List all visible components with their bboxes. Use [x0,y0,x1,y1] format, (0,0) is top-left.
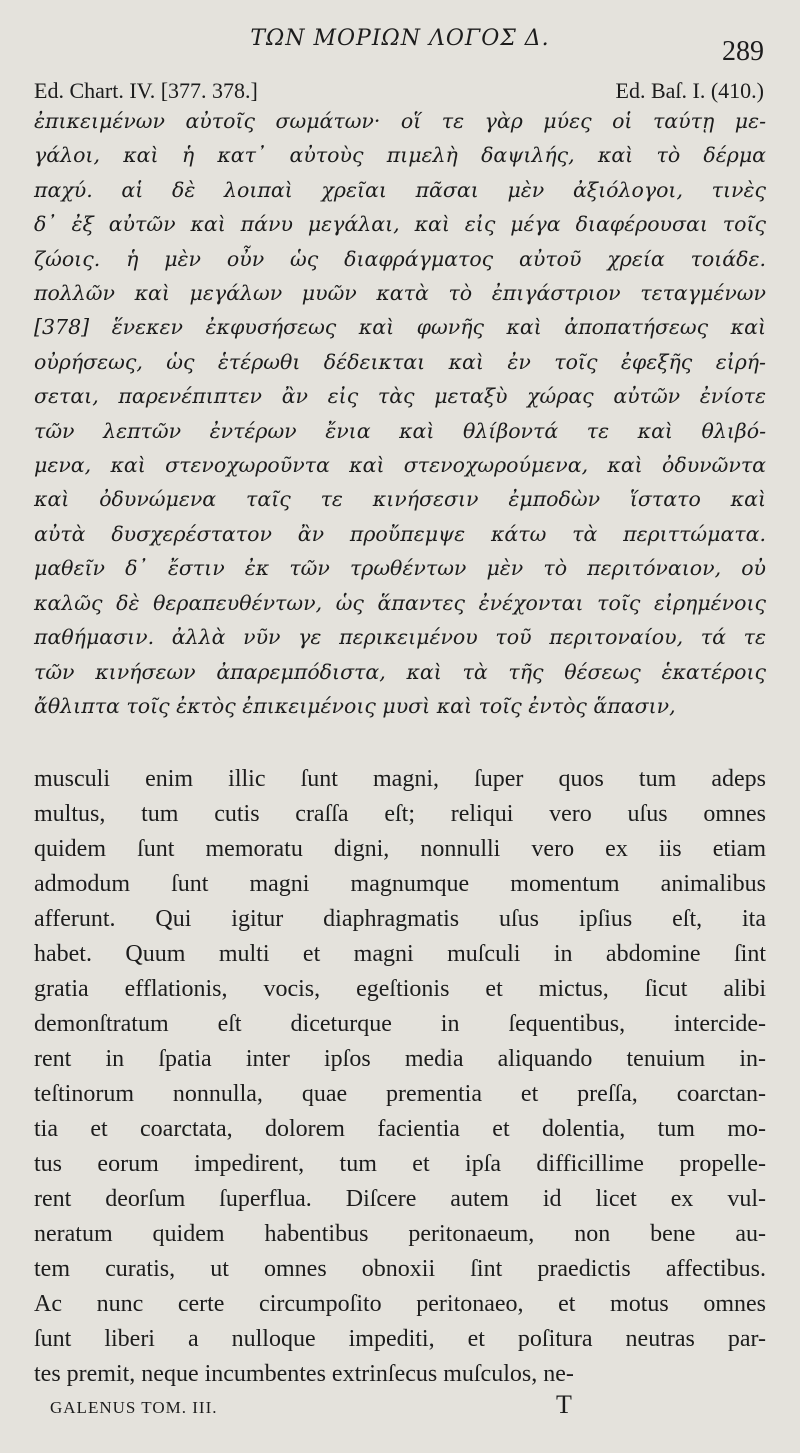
latin-text-line: gratia efflationis, vocis, egeſtionis et mictus, ſicut alibi [34,976,766,1002]
latin-text-line: tes premit, neque incumbentes extrinſecus muſculos, ne- [34,1361,574,1387]
latin-text-line: rent in ſpatia inter ipſos media aliquando tenuium in- [34,1046,766,1072]
greek-text-line: μαθεῖν δ᾽ ἔστιν ἐκ τῶν τρωθέντων μὲν τὸ περιτόναιον, οὐ [34,556,766,581]
edition-reference-right: Ed. Baſ. I. (410.) [615,78,764,103]
greek-text-line: δ᾽ ἐξ αὐτῶν καὶ πάνυ μεγάλαι, καὶ εἰς μέγα διαφέρουσαι τοῖς [34,212,766,237]
latin-text-line: Ac nunc certe circumpoſito peritonaeo, et motus omnes [34,1291,766,1317]
greek-text-line: παθήμασιν. ἀλλὰ νῦν γε περικειμένου τοῦ περιτοναίου, τά τε [34,625,766,650]
greek-text-line: τῶν λεπτῶν ἐντέρων ἔνια καὶ θλίβοντά τε καὶ θλιβό- [34,418,766,443]
footer-volume: GALENUS TOM. III. [50,1398,218,1417]
latin-text-line: admodum ſunt magni magnumque momentum animalibus [34,871,766,897]
latin-text-line: tem curatis, ut omnes obnoxii ſint praedictis affectibus. [34,1256,766,1282]
latin-text-line: demonſtratum eſt diceturque in ſequentibus, intercide- [34,1011,766,1037]
greek-text-line: πολλῶν καὶ μεγάλων μυῶν κατὰ τὸ ἐπιγάστριον τεταγμένων [34,281,766,306]
greek-text-block [34,104,766,723]
running-head: ΤΩΝ ΜΟΡΙΩΝ ΛΟΓΟΣ Δ. [250,26,550,51]
greek-text-line: καλῶς δὲ θεραπευθέντων, ὡς ἅπαντες ἐνέχονται τοῖς εἰρημένοις [34,590,766,615]
greek-text-line: [378] ἕνεκεν ἐκφυσήσεως καὶ φωνῆς καὶ ἀποπατήσεως καὶ [34,315,766,340]
latin-text-line: habet. Quum multi et magni muſculi in abdomine ſint [34,941,766,967]
latin-text-block [34,762,766,1392]
greek-text-line: ἐπικειμένων αὐτοῖς σωμάτων· οἵ τε γὰρ μύες οἱ ταύτῃ με- [34,109,766,133]
latin-text-line: afferunt. Qui igitur diaphragmatis uſus ipſius eſt, ita [34,906,766,932]
latin-text-line: multus, tum cutis craſſa eſt; reliqui vero uſus omnes [34,801,766,827]
latin-text-line: tia et coarctata, dolorem facientia et dolentia, tum mo- [34,1116,766,1142]
greek-text-line: αὐτὰ δυσχερέστατον ἂν προὔπεμψε κάτω τὰ περιττώματα. [34,521,766,546]
greek-text-line: τῶν κινήσεων ἀπαρεμπόδιστα, καὶ τὰ τῆς θέσεως ἑκατέροις [34,659,766,684]
latin-text-line: neratum quidem habentibus peritonaeum, non bene au- [34,1221,766,1247]
latin-text-line: ſunt liberi a nulloque impediti, et poſitura neutras par- [34,1326,766,1352]
signature-mark: T [556,1390,572,1419]
edition-reference-left: Ed. Chart. IV. [377. 378.] [34,78,258,103]
greek-text-line: σεται, παρενέπιπτεν ἂν εἰς τὰς μεταξὺ χώρας αὐτῶν ἐνίοτε [34,384,766,409]
greek-text-line: οὐρήσεως, ὡς ἑτέρωθι δέδεικται καὶ ἐν τοῖς ἐφεξῆς εἰρή- [34,349,766,374]
latin-text-line: tus eorum impedirent, tum et ipſa difficillime propelle- [34,1151,766,1177]
latin-text-line: teſtinorum nonnulla, quae prementia et preſſa, coarctan- [34,1081,766,1107]
page-number: 289 [722,36,764,67]
latin-text-line: musculi enim illic ſunt magni, ſuper quos tum adeps [34,766,766,792]
greek-text-line: ἄθλιπτα τοῖς ἐκτὸς ἐπικειμένοις μυσὶ καὶ τοῖς ἐντὸς ἅπασιν, [34,693,676,718]
greek-text-line: γάλοι, καὶ ἡ κατ᾽ αὐτοὺς πιμελὴ δαψιλής, καὶ τὸ δέρμα [34,143,766,168]
latin-text-line: quidem ſunt memoratu digni, nonnulli vero ex iis etiam [34,836,766,862]
greek-text-line: παχύ. αἱ δὲ λοιπαὶ χρεῖαι πᾶσαι μὲν ἀξιόλογοι, τινὲς [34,177,766,202]
greek-text-line: καὶ ὀδυνώμενα ταῖς τε κινήσεσιν ἐμποδὼν ἵστατο καὶ [34,487,766,512]
greek-text-line: ζώοις. ἡ μὲν οὖν ὡς διαφράγματος αὐτοῦ χρεία τοιάδε. [34,246,766,271]
latin-text-line: rent deorſum ſuperflua. Diſcere autem id licet ex vul- [34,1186,766,1212]
greek-text-line: μενα, καὶ στενοχωροῦντα καὶ στενοχωρούμενα, καὶ ὀδυνῶντα [34,453,766,478]
